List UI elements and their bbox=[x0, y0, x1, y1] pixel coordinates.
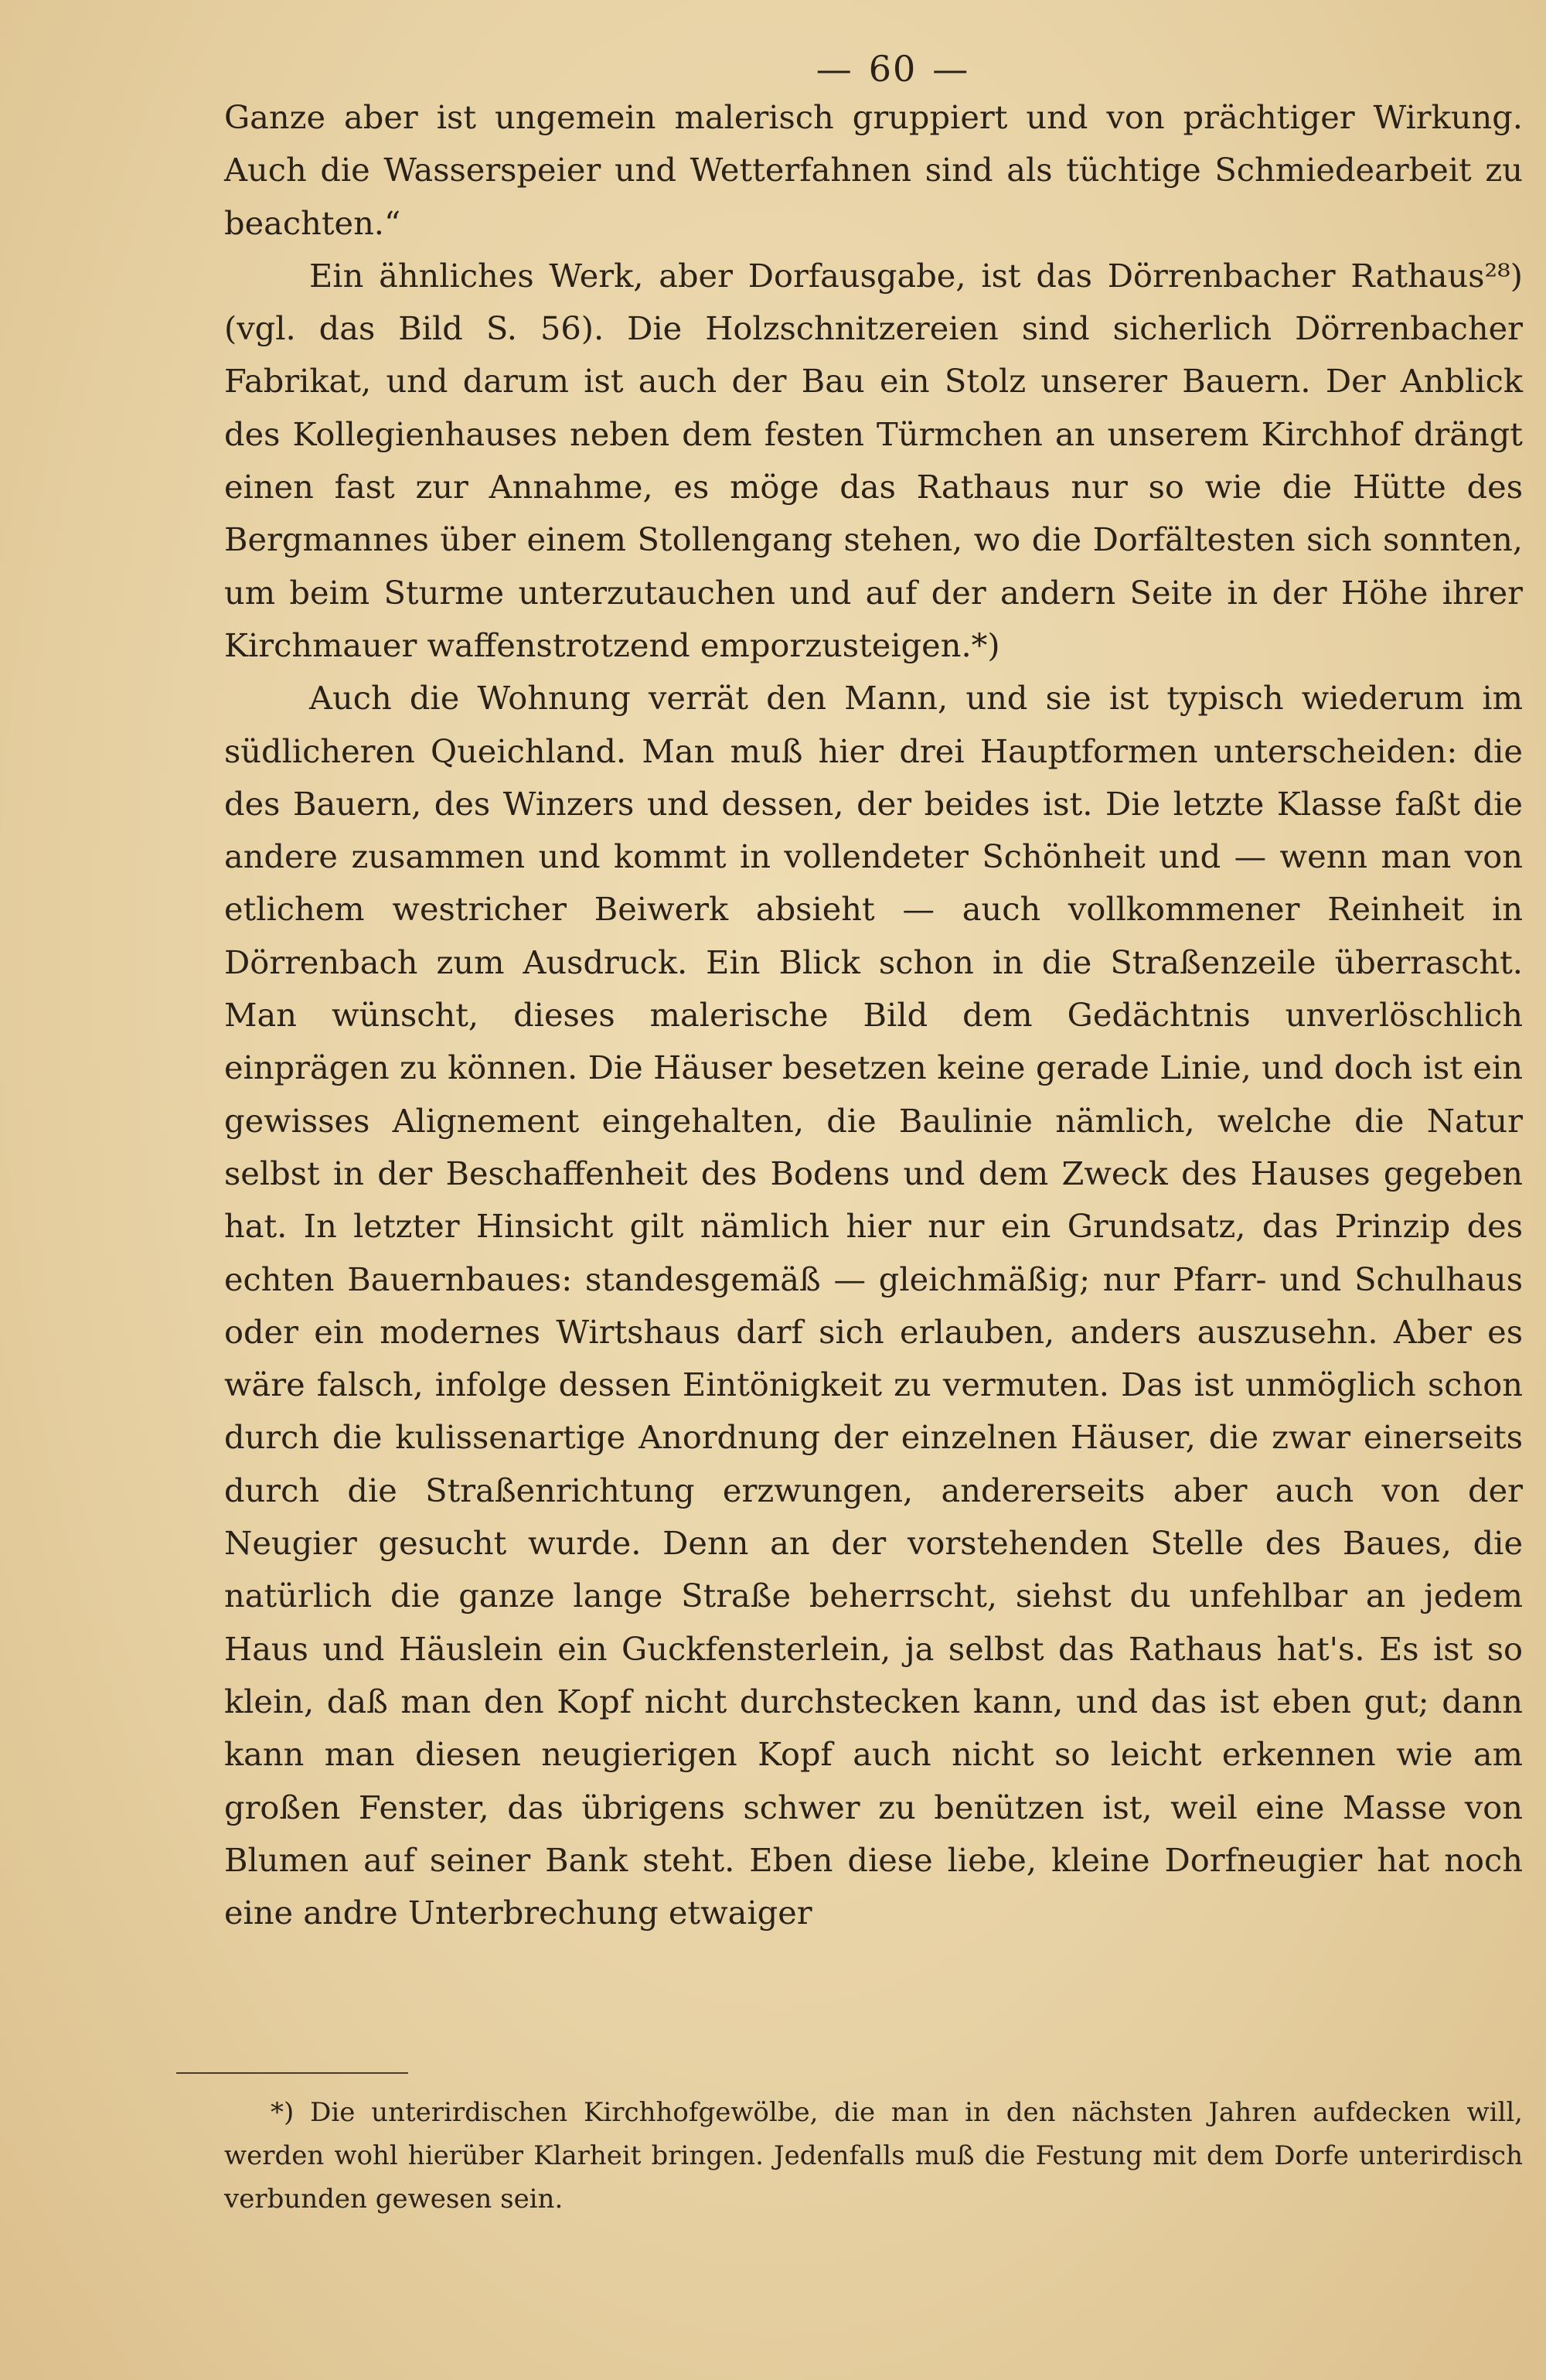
paragraph-rathaus: Ein ähnliches Werk, aber Dorfausgabe, ist das Dörrenbacher Rathaus²⁸) (vgl. das Bild S. 56). Die Holzschnitzereien sind sicherlich Dörrenbacher Fabrikat, und darum ist auch der Bau ein Stolz unserer Bauern. Der Anblick des Kollegienhauses neben dem festen Türmchen an unserem Kirchhof drängt einen fast zur Annahme, es möge das Rathaus nur so wie die Hütte des Bergmannes über einem Stollengang stehen, wo die Dorfältesten sich sonnten, um beim Sturme unterzutauchen und auf der andern Seite in der Höhe ihrer Kirchmauer waffenstrotzend emporzusteigen.*) bbox=[224, 256, 1523, 664]
page-number-value: 60 bbox=[868, 48, 918, 90]
footnote-text: *) Die unterirdischen Kirchhofgewölbe, die man in den nächsten Jahren aufdecken will, werden wohl hierüber Klarheit bringen. Jedenfalls muß die Festung mit dem Dorfe unterirdisch verbunden gewesen sein. bbox=[224, 2097, 1523, 2215]
footnote-divider bbox=[176, 2072, 408, 2074]
page-number-dash-left: — bbox=[816, 48, 853, 90]
page-number-dash-right: — bbox=[932, 48, 970, 90]
body-text bbox=[224, 91, 1523, 1939]
paragraph-continuation: Ganze aber ist ungemein malerisch gruppiert und von prächtiger Wirkung. Auch die Wasserspeier und Wetterfahnen sind als tüchtige Schmiedearbeit zu beachten.“ bbox=[224, 98, 1523, 242]
page-number bbox=[796, 48, 989, 90]
footnotes bbox=[224, 2091, 1523, 2221]
paragraph-wohnung: Auch die Wohnung verrät den Mann, und sie ist typisch wiederum im südlicheren Queichland. Man muß hier drei Hauptformen unterscheiden: die des Bauern, des Winzers und dessen, der beides ist. Die letzte Klasse faßt die andere zusammen und kommt in vollendeter Schönheit und — wenn man von etlichem westricher Beiwerk absieht — auch vollkommener Reinheit in Dörrenbach zum Ausdruck. Ein Blick schon in die Straßenzeile überrascht. Man wünscht, dieses malerische Bild dem Gedächtnis unverlöschlich einprägen zu können. Die Häuser besetzen keine gerade Linie, und doch ist ein gewisses Alignement eingehalten, die Baulinie nämlich, welche die Natur selbst in der Beschaffenheit des Bodens und dem Zweck des Hauses gegeben hat. In letzter Hinsicht gilt nämlich hier nur ein Grundsatz, das Prinzip des echten Bauernbaues: standesgemäß — gleichmäßig; nur Pfarr- und Schulhaus oder ein modernes Wirtshaus darf sich erlauben, anders auszusehn. Aber es wäre falsch, infolge dessen Eintönigkeit zu vermuten. Das ist unmöglich schon durch die kulissenartige Anordnung der einzelnen Häuser, die zwar einerseits durch die Straßenrichtung erzwungen, andererseits aber auch von der Neugier gesucht wurde. Denn an der vorstehenden Stelle des Baues, die natürlich die ganze lange Straße beherrscht, siehst du unfehlbar an jedem Haus und Häuslein ein Guckfensterlein, ja selbst das Rathaus hat's. Es ist so klein, daß man den Kopf nicht durchstecken kann, und das ist eben gut; dann kann man diesen neugierigen Kopf auch nicht so leicht erkennen wie am großen Fenster, das übrigens schwer zu benützen ist, weil eine Masse von Blumen auf seiner Bank steht. Eben diese liebe, kleine Dorfneugier hat noch eine andre Unterbrechung etwaiger bbox=[224, 679, 1523, 1932]
